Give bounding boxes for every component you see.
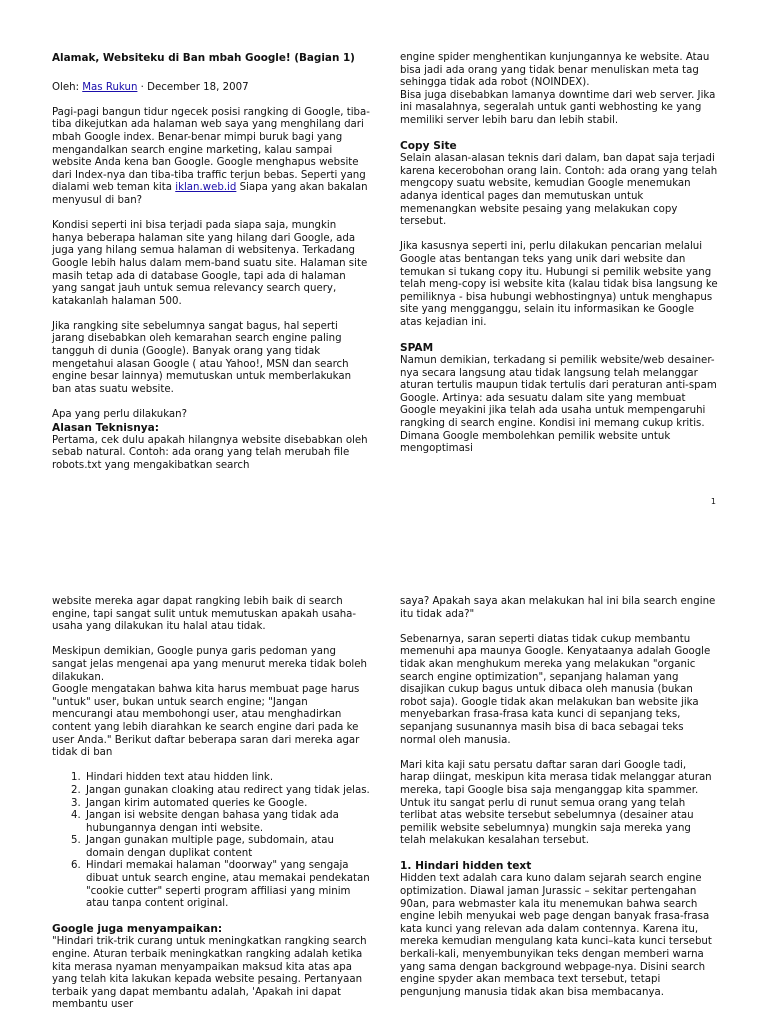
- byline: [52, 82, 370, 95]
- page1-right-column: [400, 52, 718, 468]
- guideline-list: [52, 772, 370, 911]
- paragraph-optimasi: website mereka agar dapat rangking lebih baik di search engine, tapi sangat sulit untuk memutuskan apakah usaha-usaha yang dilakukan itu halal atau tidak.: [52, 596, 357, 633]
- list-item: 5. Jangan gunakan multiple page, subdomain, atau domain dengan duplikat content: [84, 835, 370, 860]
- heading-copy-site: Copy Site: [400, 140, 457, 153]
- article-title: Alamak, Websiteku di Ban mbah Google! (Bagian 1): [52, 52, 355, 64]
- paragraph-downtime: Bisa juga disebabkan lamanya downtime dari web server. Jika ini masalahnya, segeralah untuk ganti webhosting ke yang memiliki server lebih baru dan lebih stabil.: [400, 89, 716, 126]
- page-number: 1: [710, 497, 716, 506]
- paragraph-untuk-user: Google mengatakan bahwa kita harus membuat page harus "untuk" user, bukan untuk search engine; "Jangan mencurangi atau membohongi user, atau menghadirkan content yang lebih diarahkan ke search engine dari pada ke user Anda." Berikut daftar beberapa saran dari mereka agar tidak di ban: [52, 684, 360, 759]
- paragraph-saya: saya? Apakah saya akan melakukan hal ini bila search engine itu tidak ada?": [400, 596, 716, 620]
- list-item: 4. Jangan isi website dengan bahasa yang tidak ada hubungannya dengan inti website.: [84, 810, 370, 835]
- list-item: 3. Jangan kirim automated queries ke Google.: [84, 798, 370, 811]
- list-item: 6. Hindari memakai halaman "doorway" yang sengaja dibuat untuk search engine, atau memakai pendekatan "cookie cutter" seperti program affiliasi yang minim atau tanpa content original.: [84, 860, 370, 910]
- list-item: 1. Hindari hidden text atau hidden link.: [84, 772, 370, 785]
- list-item: 2. Jangan gunakan cloaking atau redirect yang tidak jelas.: [84, 785, 370, 798]
- paragraph-mari-kita: Mari kita kaji satu persatu daftar saran dari Google tadi, harap diingat, meskipun kita merasa tidak melanggar aturan mereka, tapi Google bisa saja menganggap kita spammer. Untuk itu sangat perlu di runut semua orang yang telah terlibat atas website tersebut sebelumnya (desainer atau pemilik website sebelumnya) mungkin saja mereka yang telah melakukan kesalahan tersebut.: [400, 759, 712, 847]
- paragraph-intro: [52, 107, 370, 208]
- page2-right-column: [400, 596, 718, 1012]
- page2-left-column: [52, 596, 370, 1025]
- paragraph-intro-tail: Siapa yang akan bakalan menyusul di ban?: [52, 182, 368, 206]
- paragraph-copy: Selain alasan-alasan teknis dari dalam, ban dapat saja terjadi karena kecerobohan orang lain. Contoh: ada orang yang telah mengcopy suatu website, kemudian Google menemukan adanya identical pages dan memutuskan untuk memenangkan website pesaing yang melakukan copy tersebut.: [400, 153, 718, 228]
- page1-left-column: [52, 52, 370, 485]
- paragraph-spider: engine spider menghentikan kunjungannya ke website. Atau bisa jadi ada orang yang tidak benar menuliskan meta tag sehingga tidak ada robot (NOINDEX).: [400, 52, 710, 89]
- paragraph-hidden-text: Hidden text adalah cara kuno dalam sejarah search engine optimization. Diawal jaman Jurassic – sekitar pertengahan 90an, para webmaster kala itu menemukan bahwa search engine lebih menyukai web page dengan banyak frasa-frasa kata kunci yang relevan ada dalam contennya. Karena itu, mereka kemudian mengulang kata kunci–kata kunci tersebut berkali-kali, menyembunyikan teks dengan memberi warna yang sama dengan background webpage-nya. Disini search engine spyder akan membaca text tersebut, tetapi pengunjung manusia tidak akan bisa membacanya.: [400, 873, 712, 998]
- paragraph-pedoman: Meskipun demikian, Google punya garis pedoman yang sangat jelas mengenai apa yang menurut mereka tidak boleh dilakukan.: [52, 646, 367, 683]
- paragraph-spam: Namun demikian, terkadang si pemilik website/web desainer-nya secara langsung atau tidak langsung telah melanggar aturan tertulis maupun tidak tertulis dari peraturan anti-spam Google. Artinya: ada sesuatu dalam site yang membuat Google meyakini jika telah ada usaha untuk mempengaruhi rangking di search engine. Kondisi ini memang cukup kritis. Dimana Google membolehkan pemilik website untuk mengoptimasi: [400, 355, 717, 455]
- paragraph-sebenarnya: Sebenarnya, saran seperti diatas tidak cukup membantu memenuhi apa maunya Google. Kenyataanya adalah Google tidak akan menghukum mereka yang melakukan "organic search engine optimization", sepanjang halaman yang disajikan cukup bagus untuk dibaca oleh manusia (bukan robot saja). Google tidak akan melakukan ban website jika menyebarkan frasa-frasa kata kunci di sepanjang teks, sepanjang susunannya masih bisa di baca sebagai teks normal oleh manusia.: [400, 633, 711, 746]
- author-link[interactable]: Mas Rukun: [82, 81, 138, 93]
- heading-google-juga: Google juga menyampaikan:: [52, 923, 223, 936]
- paragraph-trik: "Hindari trik-trik curang untuk meningkatkan rangking search engine. Aturan terbaik meningkatkan rangking adalah ketika kita merasa nyaman menyampaikan maksud kita atas apa yang telah kita lakukan kepada website pesaing. Pertanyaan terbaik yang dapat membantu adalah, 'Apakah ini dapat membantu user: [52, 936, 367, 1011]
- paragraph-pertama: Pertama, cek dulu apakah hilangnya website disebabkan oleh sebab natural. Contoh: ada orang yang telah merubah file robots.txt yang mengakibatkan search: [52, 434, 368, 471]
- paragraph-kondisi: Kondisi seperti ini bisa terjadi pada siapa saja, mungkin hanya beberapa halaman site yang hilang dari Google, ada juga yang hilang semua halaman di websitenya. Terkadang Google lebih halus dalam mem-band suatu site. Halaman site masih tetap ada di database Google, tapi ada di halaman yang sangat jauh untuk semua relevancy search query, katakanlah halaman 500.: [52, 220, 368, 307]
- paragraph-rangking: Jika rangking site sebelumnya sangat bagus, hal seperti jarang disebabkan oleh kemarahan search engine paling tangguh di dunia (Google). Banyak orang yang tidak mengetahui alasan Google ( atau Yahoo!, MSN dan search engine besar lainnya) memutuskan untuk memberlakukan ban atas suatu website.: [52, 320, 352, 395]
- iklan-web-link[interactable]: iklan.web.id: [175, 182, 237, 194]
- heading-spam: SPAM: [400, 342, 434, 355]
- paragraph-question: Apa yang perlu dilakukan?: [52, 409, 188, 421]
- document-page-2: [0, 518, 768, 1024]
- paragraph-kasus: Jika kasusnya seperti ini, perlu dilakukan pencarian melalui Google atas bentangan teks yang unik dari website dan temukan si tukang copy itu. Hubungi si pemilik website yang telah meng-copy isi website kita (kalau tidak bisa langsung ke pemiliknya - bisa hubungi webhostingnya) untuk menghapus site yang mengganggu, selain itu informasikan ke Google atas kejadian ini.: [400, 241, 718, 328]
- heading-alasan-teknis: Alasan Teknisnya:: [52, 421, 160, 434]
- heading-hidden-text: 1. Hindari hidden text: [400, 860, 532, 873]
- byline-date: · December 18, 2007: [137, 81, 249, 93]
- paragraph-intro-text: Pagi-pagi bangun tidur ngecek posisi rangking di Google, tiba-tiba dikejutkan ada halaman web saya yang menghilang dari mbah Google index. Benar-benar mimpi buruk bagi yang mengandalkan search engine marketing, kalau sampai website Anda kena ban Google. Google menghapus website dari Index-nya dan tiba-tiba traffic terjun bebas. Seperti yang dialami web teman kita: [52, 106, 370, 194]
- byline-prefix: Oleh:: [52, 81, 83, 93]
